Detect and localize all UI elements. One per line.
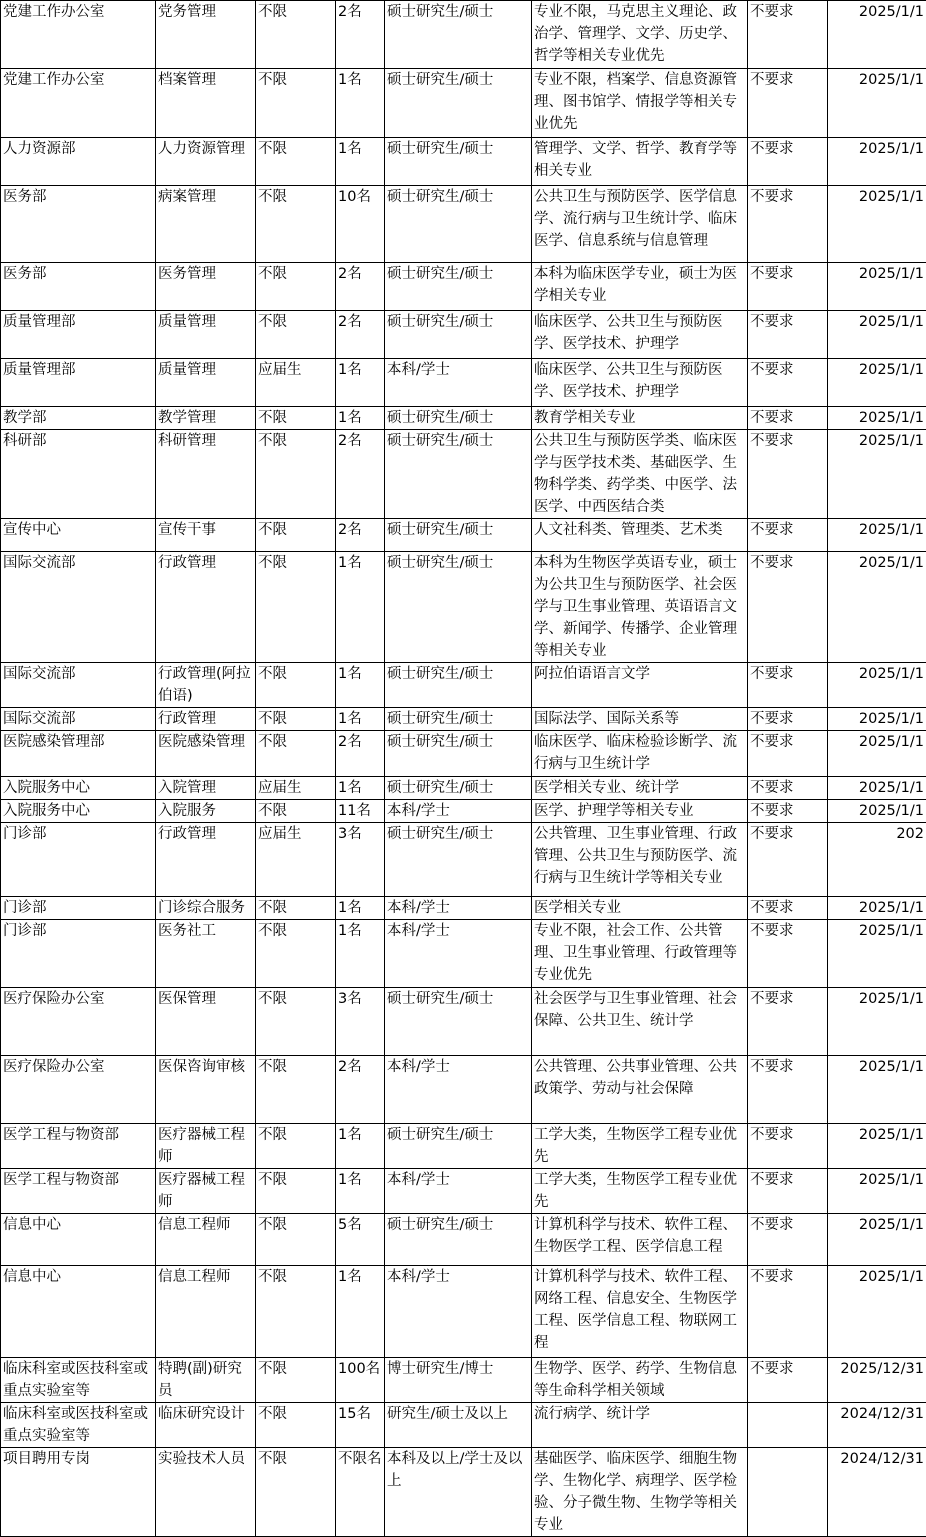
count-cell: 2名 <box>336 430 385 519</box>
target-cell: 不限 <box>256 430 336 519</box>
education-cell: 本科及以上/学士及以上 <box>385 1448 532 1537</box>
deadline-cell: 2025/1/1 <box>828 920 926 988</box>
education-cell: 硕士研究生/硕士 <box>385 708 532 731</box>
table-row <box>1 731 926 777</box>
target-cell: 不限 <box>256 1448 336 1537</box>
education-cell: 硕士研究生/硕士 <box>385 263 532 311</box>
deadline-cell: 2024/12/31 <box>828 1448 926 1537</box>
count-cell: 1名 <box>336 1266 385 1358</box>
major-cell: 临床医学、临床检验诊断学、流行病与卫生统计学 <box>532 731 748 777</box>
count-cell: 3名 <box>336 988 385 1056</box>
post-cell: 质量管理 <box>156 359 256 407</box>
deadline-cell: 2025/1/1 <box>828 988 926 1056</box>
post-cell: 宣传干事 <box>156 519 256 552</box>
dept-cell: 医学工程与物资部 <box>1 1124 156 1169</box>
target-cell: 不限 <box>256 186 336 263</box>
target-cell: 不限 <box>256 1403 336 1448</box>
major-cell: 医学相关专业、统计学 <box>532 777 748 800</box>
education-cell: 硕士研究生/硕士 <box>385 731 532 777</box>
experience-cell: 不要求 <box>748 731 828 777</box>
target-cell: 不限 <box>256 1 336 69</box>
deadline-cell: 2025/1/1 <box>828 186 926 263</box>
experience-cell: 不要求 <box>748 1266 828 1358</box>
education-cell: 硕士研究生/硕士 <box>385 186 532 263</box>
education-cell: 研究生/硕士及以上 <box>385 1403 532 1448</box>
dept-cell: 门诊部 <box>1 823 156 897</box>
post-cell: 入院服务 <box>156 800 256 823</box>
deadline-cell: 2025/1/1 <box>828 1169 926 1214</box>
experience-cell: 不要求 <box>748 777 828 800</box>
count-cell: 1名 <box>336 663 385 708</box>
post-cell: 行政管理(阿拉伯语) <box>156 663 256 708</box>
major-cell: 工学大类，生物医学工程专业优先 <box>532 1169 748 1214</box>
count-cell: 15名 <box>336 1403 385 1448</box>
post-cell: 医务社工 <box>156 920 256 988</box>
count-cell: 不限名 <box>336 1448 385 1537</box>
table-row <box>1 708 926 731</box>
table-row <box>1 263 926 311</box>
post-cell: 医务管理 <box>156 263 256 311</box>
target-cell: 不限 <box>256 1056 336 1124</box>
post-cell: 门诊综合服务 <box>156 897 256 920</box>
dept-cell: 党建工作办公室 <box>1 69 156 138</box>
target-cell: 不限 <box>256 1169 336 1214</box>
deadline-cell: 2025/1/1 <box>828 359 926 407</box>
table-row <box>1 1403 926 1448</box>
count-cell: 2名 <box>336 519 385 552</box>
table-row <box>1 1358 926 1403</box>
deadline-cell: 2025/1/1 <box>828 138 926 186</box>
experience-cell: 不要求 <box>748 1169 828 1214</box>
major-cell: 公共管理、公共事业管理、公共政策学、劳动与社会保障 <box>532 1056 748 1124</box>
education-cell: 硕士研究生/硕士 <box>385 519 532 552</box>
post-cell: 临床研究设计 <box>156 1403 256 1448</box>
experience-cell: 不要求 <box>748 186 828 263</box>
deadline-cell: 2024/12/31 <box>828 1403 926 1448</box>
post-cell: 人力资源管理 <box>156 138 256 186</box>
major-cell: 医学、护理学等相关专业 <box>532 800 748 823</box>
experience-cell: 不要求 <box>748 552 828 663</box>
education-cell: 本科/学士 <box>385 359 532 407</box>
major-cell: 临床医学、公共卫生与预防医学、医学技术、护理学 <box>532 311 748 359</box>
deadline-cell: 2025/1/1 <box>828 897 926 920</box>
deadline-cell: 2025/1/1 <box>828 777 926 800</box>
dept-cell: 入院服务中心 <box>1 800 156 823</box>
deadline-cell: 2025/1/1 <box>828 69 926 138</box>
deadline-cell: 2025/1/1 <box>828 1124 926 1169</box>
education-cell: 硕士研究生/硕士 <box>385 552 532 663</box>
count-cell: 2名 <box>336 1 385 69</box>
deadline-cell: 2025/1/1 <box>828 407 926 430</box>
deadline-cell: 2025/1/1 <box>828 800 926 823</box>
major-cell: 基础医学、临床医学、细胞生物学、生物化学、病理学、医学检验、分子微生物、生物学等相关专业 <box>532 1448 748 1537</box>
dept-cell: 教学部 <box>1 407 156 430</box>
experience-cell: 不要求 <box>748 263 828 311</box>
major-cell: 阿拉伯语语言文学 <box>532 663 748 708</box>
experience-cell <box>748 1448 828 1537</box>
major-cell: 专业不限，社会工作、公共管理、卫生事业管理、行政管理等专业优先 <box>532 920 748 988</box>
count-cell: 1名 <box>336 708 385 731</box>
dept-cell: 党建工作办公室 <box>1 1 156 69</box>
experience-cell: 不要求 <box>748 708 828 731</box>
major-cell: 生物学、医学、药学、生物信息等生命科学相关领域 <box>532 1358 748 1403</box>
dept-cell: 医务部 <box>1 186 156 263</box>
major-cell: 公共卫生与预防医学、医学信息学、流行病与卫生统计学、临床医学、信息系统与信息管理 <box>532 186 748 263</box>
dept-cell: 医学工程与物资部 <box>1 1169 156 1214</box>
experience-cell: 不要求 <box>748 800 828 823</box>
table-row <box>1 1 926 69</box>
target-cell: 不限 <box>256 263 336 311</box>
table-row <box>1 1266 926 1358</box>
experience-cell: 不要求 <box>748 138 828 186</box>
deadline-cell: 2025/1/1 <box>828 1266 926 1358</box>
post-cell: 教学管理 <box>156 407 256 430</box>
deadline-cell: 2025/1/1 <box>828 1056 926 1124</box>
count-cell: 2名 <box>336 731 385 777</box>
table-row <box>1 1214 926 1266</box>
table-row <box>1 186 926 263</box>
post-cell: 医院感染管理 <box>156 731 256 777</box>
count-cell: 1名 <box>336 69 385 138</box>
major-cell: 教育学相关专业 <box>532 407 748 430</box>
education-cell: 本科/学士 <box>385 897 532 920</box>
major-cell: 专业不限，马克思主义理论、政治学、管理学、文学、历史学、哲学等相关专业优先 <box>532 1 748 69</box>
post-cell: 行政管理 <box>156 823 256 897</box>
education-cell: 硕士研究生/硕士 <box>385 430 532 519</box>
major-cell: 人文社科类、管理类、艺术类 <box>532 519 748 552</box>
major-cell: 计算机科学与技术、软件工程、网络工程、信息安全、生物医学工程、医学信息工程、物联网工程 <box>532 1266 748 1358</box>
count-cell: 5名 <box>336 1214 385 1266</box>
table-row <box>1 311 926 359</box>
major-cell: 国际法学、国际关系等 <box>532 708 748 731</box>
experience-cell: 不要求 <box>748 311 828 359</box>
education-cell: 硕士研究生/硕士 <box>385 138 532 186</box>
table-row <box>1 519 926 552</box>
target-cell: 不限 <box>256 731 336 777</box>
experience-cell: 不要求 <box>748 407 828 430</box>
post-cell: 医疗器械工程师 <box>156 1124 256 1169</box>
count-cell: 1名 <box>336 1124 385 1169</box>
target-cell: 不限 <box>256 552 336 663</box>
dept-cell: 项目聘用专岗 <box>1 1448 156 1537</box>
major-cell: 管理学、文学、哲学、教育学等相关专业 <box>532 138 748 186</box>
table-row <box>1 69 926 138</box>
education-cell: 硕士研究生/硕士 <box>385 823 532 897</box>
post-cell: 行政管理 <box>156 552 256 663</box>
education-cell: 本科/学士 <box>385 1266 532 1358</box>
post-cell: 医疗器械工程师 <box>156 1169 256 1214</box>
experience-cell: 不要求 <box>748 1214 828 1266</box>
table-row <box>1 1056 926 1124</box>
education-cell: 本科/学士 <box>385 800 532 823</box>
count-cell: 1名 <box>336 777 385 800</box>
deadline-cell: 2025/1/1 <box>828 708 926 731</box>
experience-cell: 不要求 <box>748 69 828 138</box>
post-cell: 信息工程师 <box>156 1266 256 1358</box>
post-cell: 质量管理 <box>156 311 256 359</box>
experience-cell <box>748 1403 828 1448</box>
dept-cell: 门诊部 <box>1 897 156 920</box>
target-cell: 应届生 <box>256 359 336 407</box>
target-cell: 应届生 <box>256 823 336 897</box>
post-cell: 医保咨询审核 <box>156 1056 256 1124</box>
deadline-cell: 2025/1/1 <box>828 1 926 69</box>
target-cell: 不限 <box>256 988 336 1056</box>
table-row <box>1 988 926 1056</box>
target-cell: 不限 <box>256 1358 336 1403</box>
dept-cell: 国际交流部 <box>1 663 156 708</box>
table-row <box>1 138 926 186</box>
deadline-cell: 2025/1/1 <box>828 663 926 708</box>
education-cell: 硕士研究生/硕士 <box>385 1214 532 1266</box>
education-cell: 硕士研究生/硕士 <box>385 1124 532 1169</box>
deadline-cell: 2025/1/1 <box>828 263 926 311</box>
experience-cell: 不要求 <box>748 663 828 708</box>
dept-cell: 信息中心 <box>1 1266 156 1358</box>
table-row <box>1 920 926 988</box>
experience-cell: 不要求 <box>748 897 828 920</box>
experience-cell: 不要求 <box>748 430 828 519</box>
major-cell: 医学相关专业 <box>532 897 748 920</box>
post-cell: 党务管理 <box>156 1 256 69</box>
table-row <box>1 407 926 430</box>
major-cell: 工学大类，生物医学工程专业优先 <box>532 1124 748 1169</box>
target-cell: 不限 <box>256 69 336 138</box>
post-cell: 档案管理 <box>156 69 256 138</box>
dept-cell: 医疗保险办公室 <box>1 988 156 1056</box>
dept-cell: 门诊部 <box>1 920 156 988</box>
education-cell: 硕士研究生/硕士 <box>385 988 532 1056</box>
count-cell: 2名 <box>336 263 385 311</box>
count-cell: 2名 <box>336 311 385 359</box>
experience-cell: 不要求 <box>748 823 828 897</box>
experience-cell: 不要求 <box>748 988 828 1056</box>
table-row <box>1 1448 926 1537</box>
target-cell: 不限 <box>256 708 336 731</box>
post-cell: 实验技术人员 <box>156 1448 256 1537</box>
target-cell: 不限 <box>256 138 336 186</box>
count-cell: 10名 <box>336 186 385 263</box>
dept-cell: 信息中心 <box>1 1214 156 1266</box>
target-cell: 不限 <box>256 920 336 988</box>
experience-cell: 不要求 <box>748 1 828 69</box>
dept-cell: 医务部 <box>1 263 156 311</box>
count-cell: 1名 <box>336 407 385 430</box>
major-cell: 本科为临床医学专业，硕士为医学相关专业 <box>532 263 748 311</box>
target-cell: 不限 <box>256 519 336 552</box>
table-row <box>1 1169 926 1214</box>
dept-cell: 医疗保险办公室 <box>1 1056 156 1124</box>
table-body <box>1 1 926 1537</box>
dept-cell: 质量管理部 <box>1 311 156 359</box>
dept-cell: 医院感染管理部 <box>1 731 156 777</box>
deadline-cell: 2025/1/1 <box>828 519 926 552</box>
major-cell: 公共管理、卫生事业管理、行政管理、公共卫生与预防医学、流行病与卫生统计学等相关专业 <box>532 823 748 897</box>
count-cell: 1名 <box>336 1169 385 1214</box>
dept-cell: 宣传中心 <box>1 519 156 552</box>
education-cell: 硕士研究生/硕士 <box>385 407 532 430</box>
target-cell: 不限 <box>256 407 336 430</box>
count-cell: 1名 <box>336 552 385 663</box>
major-cell: 临床医学、公共卫生与预防医学、医学技术、护理学 <box>532 359 748 407</box>
experience-cell: 不要求 <box>748 1358 828 1403</box>
major-cell: 专业不限，档案学、信息资源管理、图书馆学、情报学等相关专业优先 <box>532 69 748 138</box>
table-row <box>1 430 926 519</box>
education-cell: 硕士研究生/硕士 <box>385 311 532 359</box>
major-cell: 社会医学与卫生事业管理、社会保障、公共卫生、统计学 <box>532 988 748 1056</box>
major-cell: 本科为生物医学英语专业，硕士为公共卫生与预防医学、社会医学与卫生事业管理、英语语言文学、新闻学、传播学、企业管理等相关专业 <box>532 552 748 663</box>
dept-cell: 国际交流部 <box>1 552 156 663</box>
experience-cell: 不要求 <box>748 1056 828 1124</box>
count-cell: 1名 <box>336 359 385 407</box>
target-cell: 不限 <box>256 897 336 920</box>
deadline-cell: 202 <box>828 823 926 897</box>
table-row <box>1 823 926 897</box>
target-cell: 应届生 <box>256 777 336 800</box>
table-row <box>1 777 926 800</box>
deadline-cell: 2025/1/1 <box>828 311 926 359</box>
count-cell: 1名 <box>336 138 385 186</box>
education-cell: 硕士研究生/硕士 <box>385 777 532 800</box>
target-cell: 不限 <box>256 1214 336 1266</box>
post-cell: 病案管理 <box>156 186 256 263</box>
education-cell: 硕士研究生/硕士 <box>385 663 532 708</box>
major-cell: 公共卫生与预防医学类、临床医学与医学技术类、基础医学、生物科学类、药学类、中医学、法医学、中西医结合类 <box>532 430 748 519</box>
deadline-cell: 2025/1/1 <box>828 731 926 777</box>
education-cell: 本科/学士 <box>385 1169 532 1214</box>
target-cell: 不限 <box>256 800 336 823</box>
count-cell: 1名 <box>336 920 385 988</box>
post-cell: 特聘(副)研究员 <box>156 1358 256 1403</box>
dept-cell: 入院服务中心 <box>1 777 156 800</box>
dept-cell: 科研部 <box>1 430 156 519</box>
target-cell: 不限 <box>256 1266 336 1358</box>
dept-cell: 质量管理部 <box>1 359 156 407</box>
experience-cell: 不要求 <box>748 920 828 988</box>
education-cell: 本科/学士 <box>385 1056 532 1124</box>
table-row <box>1 552 926 663</box>
count-cell: 3名 <box>336 823 385 897</box>
experience-cell: 不要求 <box>748 359 828 407</box>
table-row <box>1 1124 926 1169</box>
dept-cell: 人力资源部 <box>1 138 156 186</box>
target-cell: 不限 <box>256 1124 336 1169</box>
dept-cell: 临床科室或医技科室或重点实验室等 <box>1 1403 156 1448</box>
table-row <box>1 663 926 708</box>
experience-cell: 不要求 <box>748 519 828 552</box>
table-row <box>1 897 926 920</box>
target-cell: 不限 <box>256 663 336 708</box>
count-cell: 2名 <box>336 1056 385 1124</box>
post-cell: 科研管理 <box>156 430 256 519</box>
count-cell: 100名 <box>336 1358 385 1403</box>
post-cell: 行政管理 <box>156 708 256 731</box>
post-cell: 医保管理 <box>156 988 256 1056</box>
table-row <box>1 800 926 823</box>
dept-cell: 临床科室或医技科室或重点实验室等 <box>1 1358 156 1403</box>
post-cell: 入院管理 <box>156 777 256 800</box>
education-cell: 硕士研究生/硕士 <box>385 1 532 69</box>
deadline-cell: 2025/1/1 <box>828 552 926 663</box>
dept-cell: 国际交流部 <box>1 708 156 731</box>
target-cell: 不限 <box>256 311 336 359</box>
table-row <box>1 359 926 407</box>
major-cell: 流行病学、统计学 <box>532 1403 748 1448</box>
count-cell: 1名 <box>336 897 385 920</box>
deadline-cell: 2025/1/1 <box>828 1214 926 1266</box>
post-cell: 信息工程师 <box>156 1214 256 1266</box>
education-cell: 本科/学士 <box>385 920 532 988</box>
education-cell: 博士研究生/博士 <box>385 1358 532 1403</box>
deadline-cell: 2025/12/31 <box>828 1358 926 1403</box>
count-cell: 11名 <box>336 800 385 823</box>
major-cell: 计算机科学与技术、软件工程、生物医学工程、医学信息工程 <box>532 1214 748 1266</box>
experience-cell: 不要求 <box>748 1124 828 1169</box>
deadline-cell: 2025/1/1 <box>828 430 926 519</box>
education-cell: 硕士研究生/硕士 <box>385 69 532 138</box>
